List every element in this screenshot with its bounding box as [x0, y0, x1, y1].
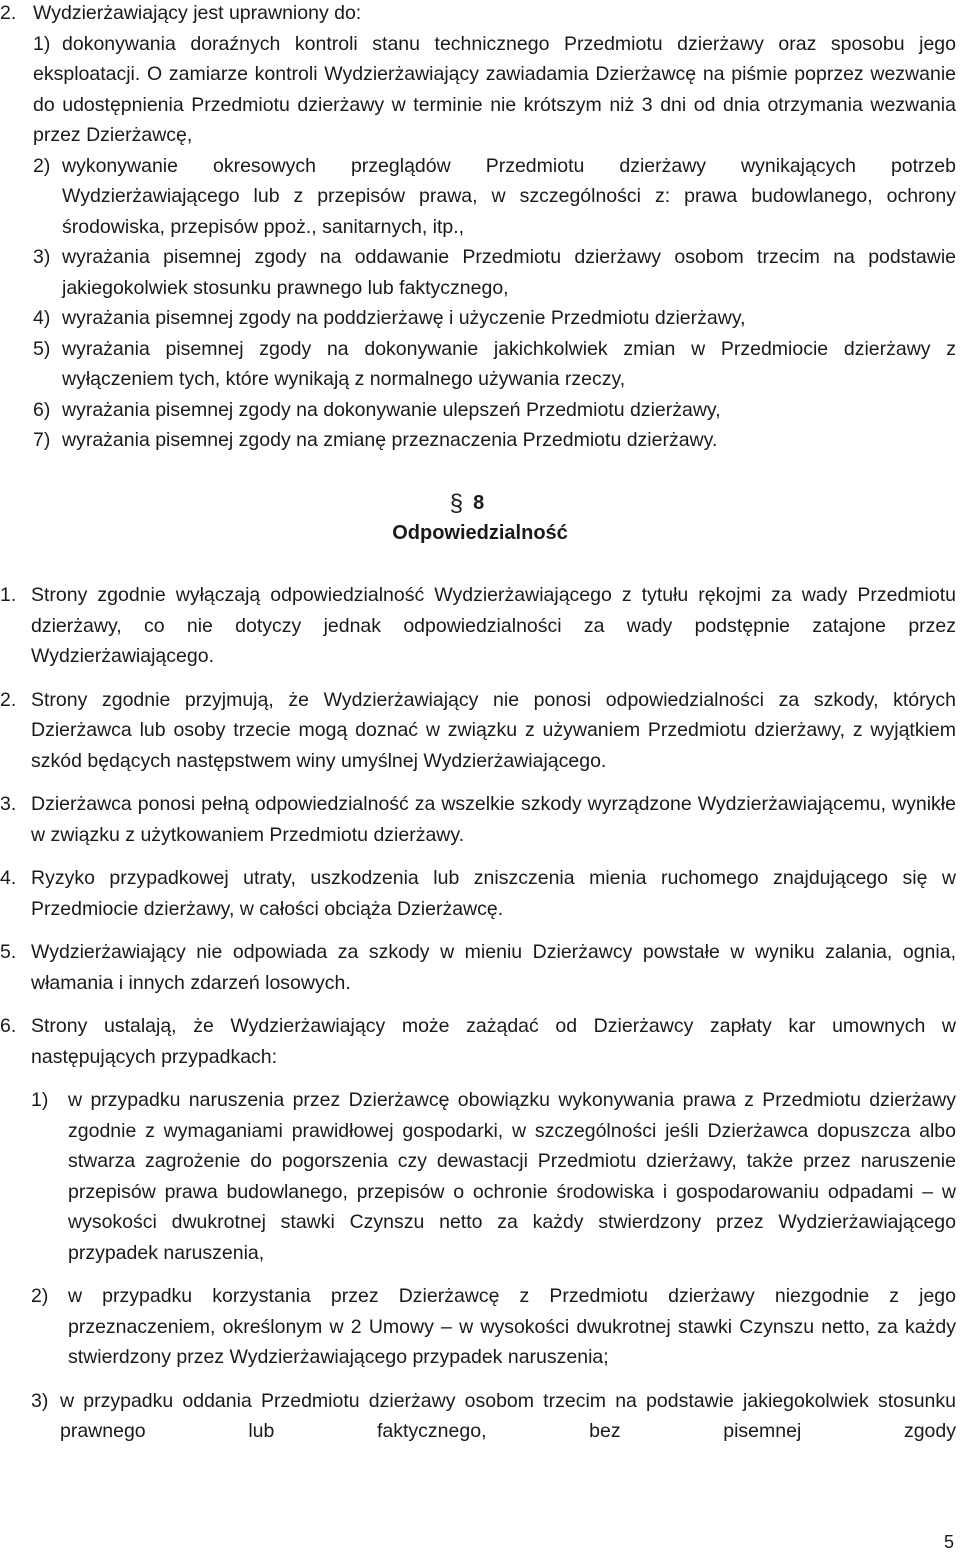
subitem-number: 7): [33, 429, 51, 451]
item-text: Dzierżawca ponosi pełną odpowiedzialność za wszelkie szkody wyrządzone Wydzierżawiającemu, wynikłe w związku z użytkowaniem Przedmiotu dzierżawy.: [31, 793, 956, 846]
subitem-number: 1): [33, 32, 51, 55]
item-text: Wydzierżawiający jest uprawniony do:: [33, 2, 362, 24]
item-number: 5.: [0, 941, 17, 963]
page-number: 5: [943, 1532, 954, 1552]
subitem-text: wykonywanie okresowych przeglądów Przedmiotu dzierżawy wynikających potrzeb Wydzierżawiającego lub z przepisów prawa, w szczególności z: prawa budowlanego, ochrony środowiska, przepisów ppoż., sanitarnych, itp.,: [62, 154, 956, 238]
item-number: 1.: [0, 584, 17, 606]
subitem-number: 1): [31, 1089, 49, 1111]
item-text: Strony ustalają, że Wydzierżawiający może zażądać od Dzierżawcy zapłaty kar umownych w następujących przypadkach:: [31, 1015, 956, 1068]
subitem-text: wyrażania pisemnej zgody na zmianę przeznaczenia Przedmiotu dzierżawy.: [62, 429, 718, 451]
subitem-text: w przypadku oddania Przedmiotu dzierżawy osobom trzecim na podstawie jakiegokolwiek stosunku prawnego lub faktycznego, bez pisemnej zgody: [60, 1389, 956, 1442]
subitem-text: w przypadku naruszenia przez Dzierżawcę obowiązku wykonywania prawa z Przedmiotu dzierżawy zgodnie z wymaganiami prawidłowej gospodarki, w szczególności jeśli Dzierżawca dopuszcza albo stwarza zagrożenie do pogorszenia czy dewastacji Przedmiotu dzierżawy, także przez naruszenie przepisów prawa budowlanego, przepisów o ochronie środowiska i gospodarowaniu odpadami – w wysokości dwukrotnej stawki Czynszu netto za każdy stwierdzony przez Wydzierżawiającego przypadek naruszenia,: [68, 1089, 956, 1264]
subitem-number: 2): [31, 1285, 49, 1307]
subitem-number: 4): [33, 307, 51, 329]
section-sign-icon: §: [449, 490, 464, 517]
item-number: 4.: [0, 867, 17, 889]
subitem-text: w przypadku korzystania przez Dzierżawcę z Przedmiotu dzierżawy niezgodnie z jego przeznaczeniem, określonym w 2 Umowy – w wysokości dwukrotnej stawki Czynszu netto, za każdy stwierdzony przez Wydzierżawiającego przypadek naruszenia;: [68, 1285, 956, 1368]
subitem-text: wyrażania pisemnej zgody na dokonywanie ulepszeń Przedmiotu dzierżawy,: [62, 398, 721, 421]
item-number: 2.: [0, 688, 17, 711]
subitem-text: dokonywania doraźnych kontroli stanu technicznego Przedmiotu dzierżawy oraz sposobu jego eksploatacji. O zamiarze kontroli Wydzierżawiający zawiadamia Dzierżawcę na piśmie poprzez wezwanie do udostępnienia Przedmiotu dzierżawy w terminie nie krótszym niż 3 dni od dnia otrzymania wezwania przez Dzierżawcę,: [33, 32, 956, 146]
section-heading-number: § 8: [449, 490, 485, 517]
subitem-text: wyrażania pisemnej zgody na oddawanie Przedmiotu dzierżawy osobom trzecim na podstawie jakiegokolwiek stosunku prawnego lub faktycznego,: [62, 246, 956, 299]
item-text: Strony zgodnie wyłączają odpowiedzialność Wydzierżawiającego z tytułu rękojmi za wady Przedmiotu dzierżawy, co nie dotyczy jednak odpowiedzialności za wady podstępnie zatajone przez Wydzierżawiającego.: [31, 584, 956, 667]
item-text: Wydzierżawiający nie odpowiada za szkody w mieniu Dzierżawcy powstałe w wyniku zalania, ognia, włamania i innych zdarzeń losowych.: [31, 941, 956, 994]
subitem-number: 3): [33, 246, 51, 268]
item-number: 6.: [0, 1015, 17, 1037]
subitem-text: wyrażania pisemnej zgody na poddzierżawę i użyczenie Przedmiotu dzierżawy,: [62, 307, 746, 329]
subitem-number: 5): [33, 337, 51, 360]
item-text: Strony zgodnie przyjmują, że Wydzierżawiający nie ponosi odpowiedzialności za szkody, których Dzierżawca lub osoby trzecie mogą doznać w związku z używaniem Przedmiotu dzierżawy, z wyjątkiem szkód będących następstwem winy umyślnej Wydzierżawiającego.: [31, 688, 956, 772]
section-7-item-2: [0, 0, 960, 456]
subitem-number: 6): [33, 398, 51, 421]
subitem-text: wyrażania pisemnej zgody na dokonywanie jakichkolwiek zmian w Przedmiocie dzierżawy z wyłączeniem tych, które wynikają z normalnego używania rzeczy,: [62, 337, 956, 390]
item-number: 3.: [0, 793, 17, 815]
section-8-items: [0, 580, 960, 1447]
subitem-number: 2): [33, 154, 51, 177]
subitem-number: 3): [31, 1389, 49, 1412]
section-heading-title: Odpowiedzialność: [392, 522, 568, 544]
item-text: Ryzyko przypadkowej utraty, uszkodzenia lub zniszczenia mienia ruchomego znajdującego się w Przedmiocie dzierżawy, w całości obciąża Dzierżawcę.: [31, 867, 956, 920]
item-number: 2.: [0, 2, 17, 24]
